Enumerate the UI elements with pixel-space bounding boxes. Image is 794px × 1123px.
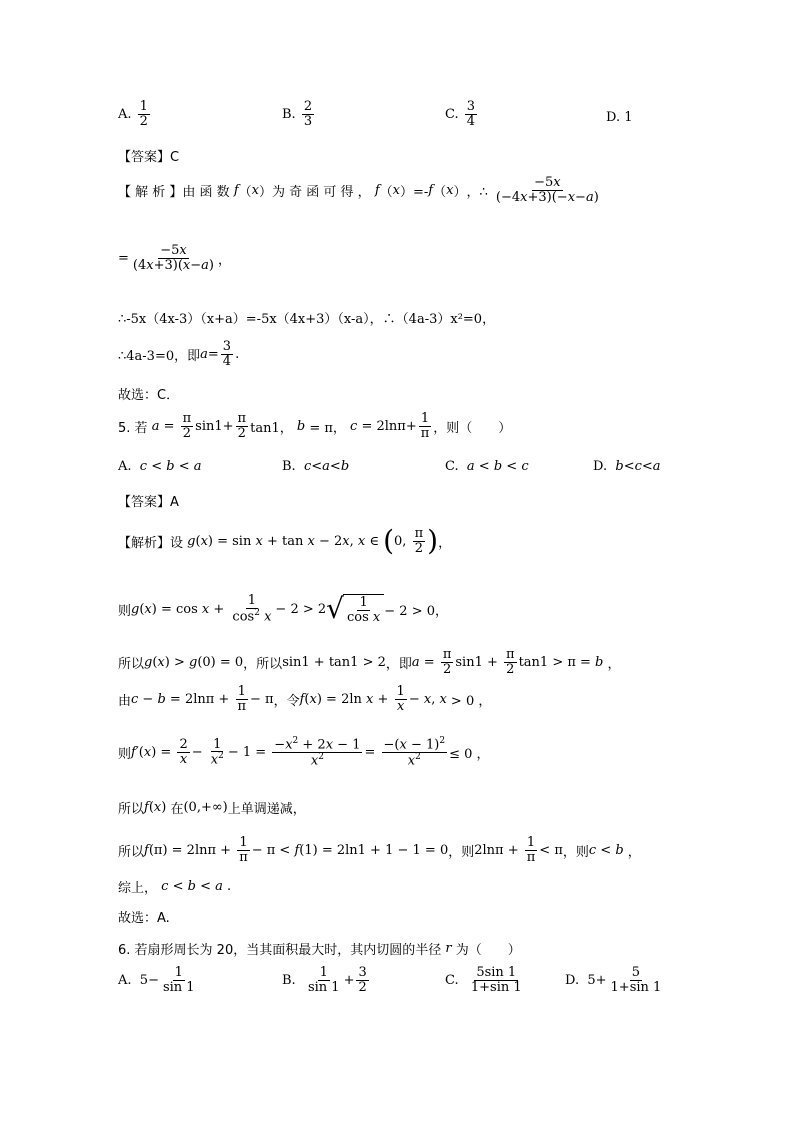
q5-option-a: A. c < b < a <box>118 459 202 474</box>
q6-option-a: A. 5− $\frac{1}{\sin 1}$ <box>118 965 195 995</box>
q5-option-b: B. c < a < b <box>282 459 350 474</box>
q6-option-d: D. 5+ $\frac{5}{1+\sin 1}$ <box>565 965 662 995</box>
q5-analysis-line4: 由 c − b = 2lnπ + $\frac{1}{\pi}$ − π ，令 f ( x ) = 2ln x + $\frac{1}{x}$ − x , x > 0 ， <box>118 684 492 714</box>
q6-stem: 6. 若扇形周长为 20，当其面积最大时，其内切圆的半径 r 为（ ） <box>118 941 521 958</box>
q5-option-c: C. a < b < c <box>445 459 529 474</box>
q4-option-b: B. $\frac{2}{3}$ <box>282 99 313 129</box>
q5-conclusion: 故选：A. <box>118 911 170 926</box>
q4-option-c: C. $\frac{3}{4}$ <box>445 99 476 129</box>
q5-summary: 综上， c < b < a . <box>118 879 232 896</box>
q6-option-c: C. $\frac{5\sin 1}{1+\sin 1}$ <box>445 965 522 995</box>
q4-conclusion: 故选：C． <box>118 388 180 403</box>
q5-analysis-line7: 所以 f (π) = 2lnπ + $\frac{1}{\pi}$ − π < f (1) = 2ln1 + 1 − 1 = 0 ，则 2lnπ + $\frac{1}{\pi}$ < π ，则 c < b ， <box>118 835 641 865</box>
q5-option-d: D. b < c < a <box>593 459 661 474</box>
q4-analysis-line1: 【 解 析 】由 函 数 f （ x ） 为 奇 函 可 得 ， f （ x ）=- f （ x ） ，∴ $\frac{-5x}{(-4x+3)(-x-a)}$ <box>118 175 599 205</box>
q6-option-b: B. $\frac{1}{\sin 1}$ + $\frac{3}{2}$ <box>282 965 367 995</box>
q5-stem: 5. 若 a = $\frac{\pi}{2}$ sin1+ $\frac{\pi}{2}$ tan1， b = π， c = 2lnπ+ $\frac{1}{\pi}$ ，则（ ） <box>118 411 512 441</box>
q4-analysis-line2: = $\frac{-5x}{(4x+3)(x-a)}$ ， <box>118 243 232 273</box>
q4-analysis-line3: ∴-5x（4x-3）（x+a）=-5x（4x+3）（x-a），∴（4a-3）x²=0， <box>118 312 496 327</box>
q4-answer: 【答案】C <box>118 150 180 165</box>
q4-option-d: D. 1 <box>606 110 633 125</box>
q5-analysis-line2: 则 g ( x ) = cos x + $\frac{1}{\cos^2 x}$ − 2 > 2 √ $\frac{1}{\text{cos x}}$ − 2 > 0， <box>118 592 448 626</box>
q5-analysis-line3: 所以 g ( x ) > g (0) = 0 ，所以 sin1 + tan1 > 2 ，即 a = $\frac{\pi}{2}$ sin1 + $\frac{\pi}{2}$ tan1 > π = b ， <box>118 647 621 677</box>
q5-answer: 【答案】A <box>118 495 179 510</box>
q4-analysis-line4: ∴4a-3=0，即 a= $\frac{3}{4}$ . <box>118 339 240 369</box>
q5-analysis-line1: 【解析】设 g ( x ) = sin x + tan x − 2 x , x ∈ ( 0, $\frac{\pi}{2}$ ) ， <box>118 524 452 558</box>
q5-analysis-line6: 所以 f ( x ) 在 (0,+∞) 上单调递减， <box>118 800 306 817</box>
q5-analysis-line5: 则 f ′( x ) = $\frac{2}{x}$ − $\frac{1}{x^2}$ − 1 = $\frac{-x^2 + 2x - 1}{x^2}$ = $\frac{-(x - 1)^2}{x^2}$ ≤ 0 ， <box>118 736 490 769</box>
q4-option-a: A. $\frac{1}{2}$ <box>118 99 148 129</box>
